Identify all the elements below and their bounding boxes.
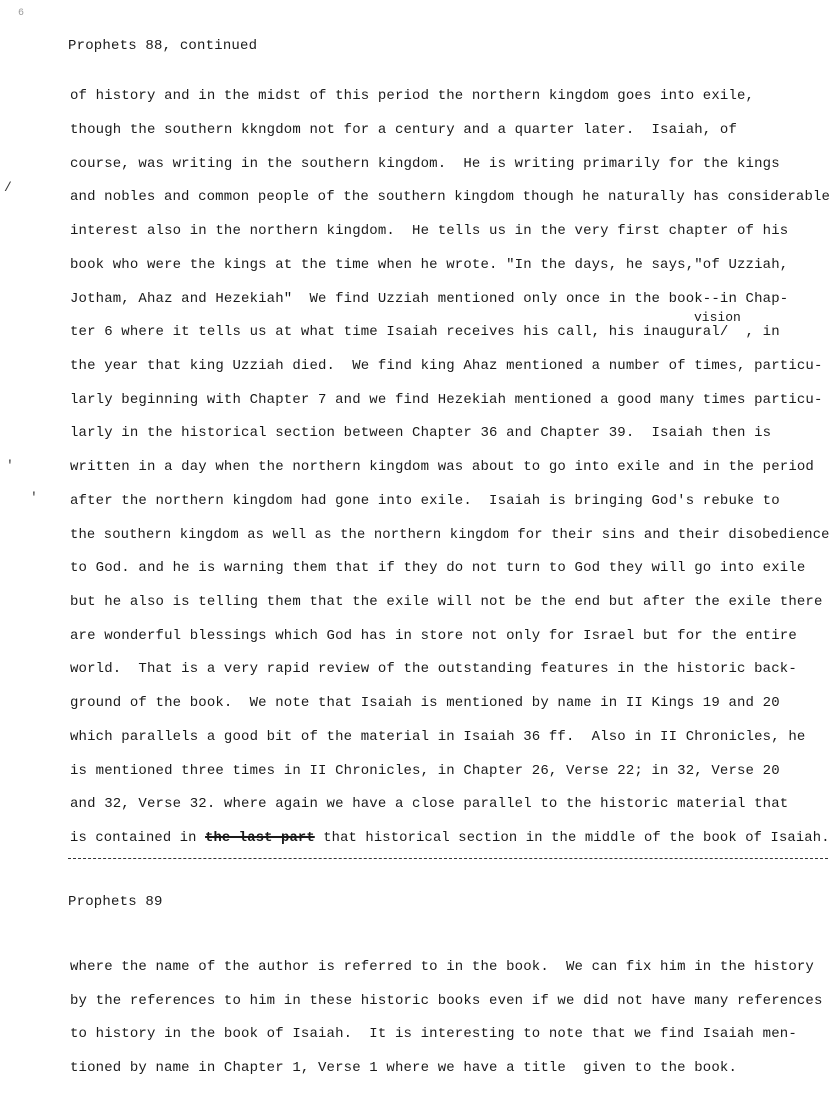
margin-mark: ' [30, 490, 38, 505]
text-line: of history and in the midst of this period the northern kingdom goes into exile, [70, 88, 755, 104]
page-number-mark: 6 [18, 8, 25, 19]
text-line: where the name of the author is referred to in the book. We can fix him in the history [70, 959, 814, 975]
text-segment: that historical section in the middle of the book of Isaiah. [314, 830, 830, 846]
text-line: and 32, Verse 32. where again we have a close parallel to the historic material that [70, 796, 789, 812]
text-line: ground of the book. We note that Isaiah is mentioned by name in II Kings 19 and 20 [70, 695, 780, 711]
text-line: to God. and he is warning them that if they do not turn to God they will go into exile [70, 560, 806, 576]
text-line: the southern kingdom as well as the northern kingdom for their sins and their disobedience [70, 527, 830, 543]
text-line: but he also is telling them that the exile will not be the end but after the exile there [70, 594, 823, 610]
text-line: and nobles and common people of the southern kingdom though he naturally has considerable [70, 189, 831, 205]
margin-mark: / [4, 180, 12, 195]
text-line: is mentioned three times in II Chronicles, in Chapter 26, Verse 22; in 32, Verse 20 [70, 763, 780, 779]
text-line: which parallels a good bit of the material in Isaiah 36 ff. Also in II Chronicles, he [70, 729, 806, 745]
text-segment: is contained in [70, 830, 206, 846]
text-line: larly beginning with Chapter 7 and we find Hezekiah mentioned a good many times particu- [70, 392, 823, 408]
text-line: to history in the book of Isaiah. It is interesting to note that we find Isaiah men- [70, 1026, 797, 1042]
text-line-last [70, 830, 830, 846]
struck-text: the last part [205, 830, 315, 846]
text-line: larly in the historical section between Chapter 36 and Chapter 39. Isaiah then is [70, 425, 772, 441]
text-line: the year that king Uzziah died. We find king Ahaz mentioned a number of times, particu- [70, 358, 823, 374]
text-line: ter 6 where it tells us at what time Isaiah receives his call, his inaugural/ , in [70, 324, 780, 340]
text-line: Jotham, Ahaz and Hezekiah" We find Uzziah mentioned only once in the book--in Chap- [70, 291, 789, 307]
text-line: book who were the kings at the time when he wrote. "In the days, he says,"of Uzziah, [70, 257, 789, 273]
text-line: though the southern kkngdom not for a century and a quarter later. Isaiah, of [70, 122, 738, 138]
text-line: are wonderful blessings which God has in store not only for Israel but for the entire [70, 628, 797, 644]
text-line: course, was writing in the southern kingdom. He is writing primarily for the kings [70, 156, 780, 172]
handwritten-insertion: vision [694, 310, 741, 325]
text-line: interest also in the northern kingdom. He tells us in the very first chapter of his [70, 223, 789, 239]
page-separator-rule [68, 858, 828, 859]
page-heading-89: Prophets 89 [68, 894, 163, 910]
text-line: written in a day when the northern kingdom was about to go into exile and in the period [70, 459, 814, 475]
text-line: world. That is a very rapid review of the outstanding features in the historic back- [70, 661, 797, 677]
text-line: after the northern kingdom had gone into exile. Isaiah is bringing God's rebuke to [70, 493, 780, 509]
text-line: by the references to him in these historic books even if we did not have many references [70, 993, 823, 1009]
margin-mark: ' [6, 458, 14, 473]
text-line: tioned by name in Chapter 1, Verse 1 where we have a title given to the book. [70, 1060, 738, 1076]
page-heading-88: Prophets 88, continued [68, 38, 258, 54]
